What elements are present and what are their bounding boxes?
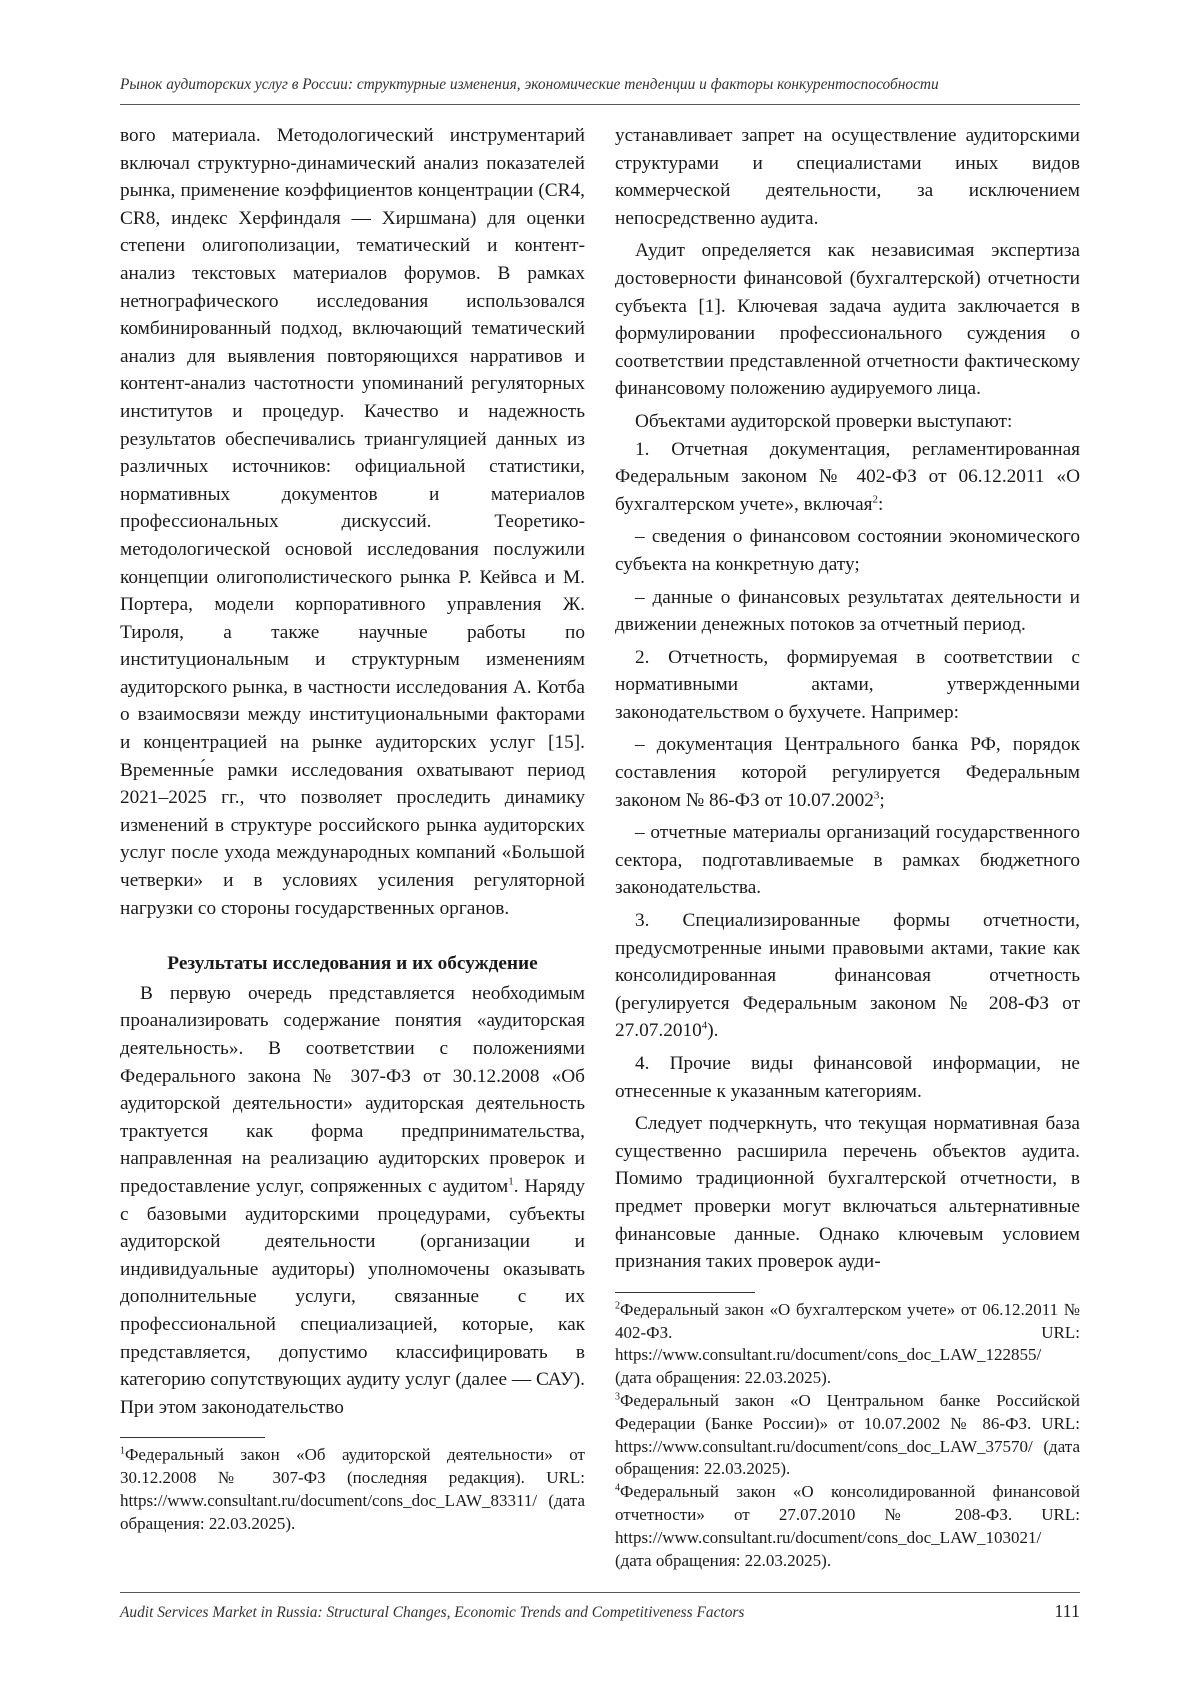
footnote-mark: 1: [120, 1445, 125, 1457]
footnote-text: Федеральный закон «О консолидированной финансовой отчетности» от 27.07.2010 № 208-ФЗ. URL: https://www.consultant.ru/document/cons_doc_LAW_103021/ (дата обращения: 22.03.2025).: [615, 1482, 1080, 1570]
section-heading: Результаты исследования и их обсуждение: [167, 953, 538, 975]
paragraph: Аудит определяется как независимая экспертиза достоверности финансовой (бухгалтерской) отчетности субъекта [1]. Ключевая задача аудита заключается в формулировании профессионального суждения о соответствии представленной отчетности фактическому финансовому положению аудируемого лица.: [615, 240, 1080, 400]
paragraph: устанавливает запрет на осуществление аудиторскими структурами и специалистами иных видов коммерческой деятельности, за исключением непосредственно аудита.: [615, 125, 1080, 229]
footnote-text: Федеральный закон «О бухгалтерском учете» от 06.12.2011 № 402-ФЗ. URL: https://www.consultant.ru/document/cons_doc_LAW_122855/ (дата обращения: 22.03.2025).: [615, 1299, 1080, 1388]
paragraph: [120, 980, 585, 1422]
footnote-reference[interactable]: 2: [872, 493, 879, 506]
footnote-reference[interactable]: 1: [508, 1175, 514, 1188]
list-item-text: 3. Специализированные формы отчетности, предусмотренные иными правовыми актами, такие как консолидированная финансовая отчетность (регулируется Федеральным законом № 208-ФЗ от 27.07.2010: [615, 910, 1080, 1042]
footnote-divider: [615, 1292, 755, 1293]
footnote-mark: 4: [615, 1482, 620, 1494]
list-item-text: 1. Отчетная документация, регламентированная Федеральным законом № 402-ФЗ от 06.12.2011 «О бухгалтерском учете», включая: [615, 438, 1080, 515]
footer-divider: [120, 1592, 1080, 1593]
footnote-reference[interactable]: 4: [701, 1019, 708, 1032]
footnote-mark: 2: [615, 1300, 620, 1312]
list-item: [615, 907, 1080, 1045]
footnote-text: Федеральный закон «О Центральном банке Российской Федерации (Банке России)» от 10.07.2002 № 86-ФЗ. URL: https://www.consultant.ru/document/cons_doc_LAW_37570/ (дата обращения: 22.03.2025).: [615, 1390, 1080, 1479]
paragraph-text: В первую очередь представляется необходимым проанализировать содержание понятия «аудиторская деятельность». В соответствии с положениями Федерального закона № 307-ФЗ от 30.12.2008 «Об аудиторской деятельности» аудиторская деятельность трактуется как форма предпринимательства, направленная на реализацию аудиторских проверок и предоставление услуг, сопряженных с аудитом: [120, 982, 585, 1197]
list-item: 2. Отчетность, формируемая в соответствии с нормативными актами, утвержденными законодательством о бухучете. Например:: [615, 646, 1080, 723]
footnote: [120, 1444, 585, 1535]
list-item-text: ;: [879, 789, 885, 811]
paragraph: Следует подчеркнуть, что текущая нормативная база существенно расширила перечень объектов аудита. Помимо традиционной бухгалтерской отчетности, в предмет проверки могут включаться альтернативные финансовые данные. Однако ключевым условием признания таких проверок ауди-: [615, 1113, 1080, 1273]
header-divider: [120, 104, 1080, 105]
footnote: [615, 1390, 1080, 1481]
running-footer: Audit Services Market in Russia: Structural Changes, Economic Trends and Competitiveness Factors: [120, 1604, 745, 1621]
paragraph: Объектами аудиторской проверки выступают:: [635, 410, 1013, 432]
list-item: – сведения о финансовом состоянии экономического субъекта на конкретную дату;: [615, 526, 1080, 575]
footnote-mark: 3: [615, 1391, 620, 1403]
right-column: [615, 122, 1080, 1572]
footnote: [615, 1299, 1080, 1390]
footnote: [615, 1481, 1080, 1572]
list-item: 4. Прочие виды финансовой информации, не отнесенные к указанным категориям.: [615, 1053, 1080, 1102]
list-item: – отчетные материалы организаций государственного сектора, подготавливаемые в рамках бюджетного законодательства.: [615, 822, 1080, 899]
list-item: [615, 436, 1080, 519]
paragraph: вого материала. Методологический инструментарий включал структурно-динамический анализ показателей рынка, применение коэффициентов концентрации (CR4, CR8, индекс Херфиндаля — Хиршмана) для оценки степени олигополизации, тематический и контент-анализ текстовых материалов форумов. В рамках нетнографического исследования использовался комбинированный подход, включающий тематический анализ для выявления повторяющихся нарративов и контент-анализ частотности упоминаний регуляторных институтов и процедур. Качество и надежность результатов обеспечивались триангуляцией данных из различных источников: официальной статистики, нормативных документов и материалов профессиональных дискуссий. Теоретико-методологической основой исследования послужили концепции олигополистического рынка Р. Кейвса и М. Портера, модели корпоративного управления Ж. Тироля, а также научные работы по институциональным и структурным изменениям аудиторского рынка, в частности исследования А. Котба о взаимосвязи между институциональными факторами и концентрацией на рынке аудиторских услуг [15]. Временны́е рамки исследования охватывают период 2021–2025 гг., что позволяет проследить динамику изменений в структуре российского рынка аудиторских услуг после ухода международных компаний «Большой четверки» и в условиях усиления регуляторной нагрузки со стороны государственных органов.: [120, 125, 585, 919]
list-item: [615, 731, 1080, 814]
list-item-text: ).: [707, 1020, 719, 1042]
list-item: – данные о финансовых результатах деятельности и движении денежных потоков за отчетный период.: [615, 586, 1080, 636]
list-item-text: – документация Центрального банка РФ, порядок составления которой регулируется Федеральным законом № 86-ФЗ от 10.07.2002: [615, 734, 1080, 811]
footnote-divider: [120, 1437, 265, 1438]
paragraph-text: . Наряду с базовыми аудиторскими процедурами, субъекты аудиторской деятельности (организации и индивидуальные аудиторы) уполномочены оказывать дополнительные услуги, связанные с их профессиональной специализацией, которые, как представляется, допустимо классифицировать в категорию сопутствующих аудиту услуг (далее — САУ). При этом законодательство: [120, 1175, 585, 1418]
list-item-text: :: [878, 493, 884, 515]
running-header: Рынок аудиторских услуг в России: структурные изменения, экономические тенденции и факторы конкурентоспособности: [120, 76, 939, 93]
page-number: 111: [1054, 1601, 1080, 1621]
footnote-reference[interactable]: 3: [873, 789, 880, 802]
left-column: [120, 122, 585, 1536]
footnote-text: Федеральный закон «Об аудиторской деятельности» от 30.12.2008 № 307-ФЗ (последняя редакция). URL: https://www.consultant.ru/document/cons_doc_LAW_83311/ (дата обращения: 22.03.2025).: [120, 1445, 585, 1533]
